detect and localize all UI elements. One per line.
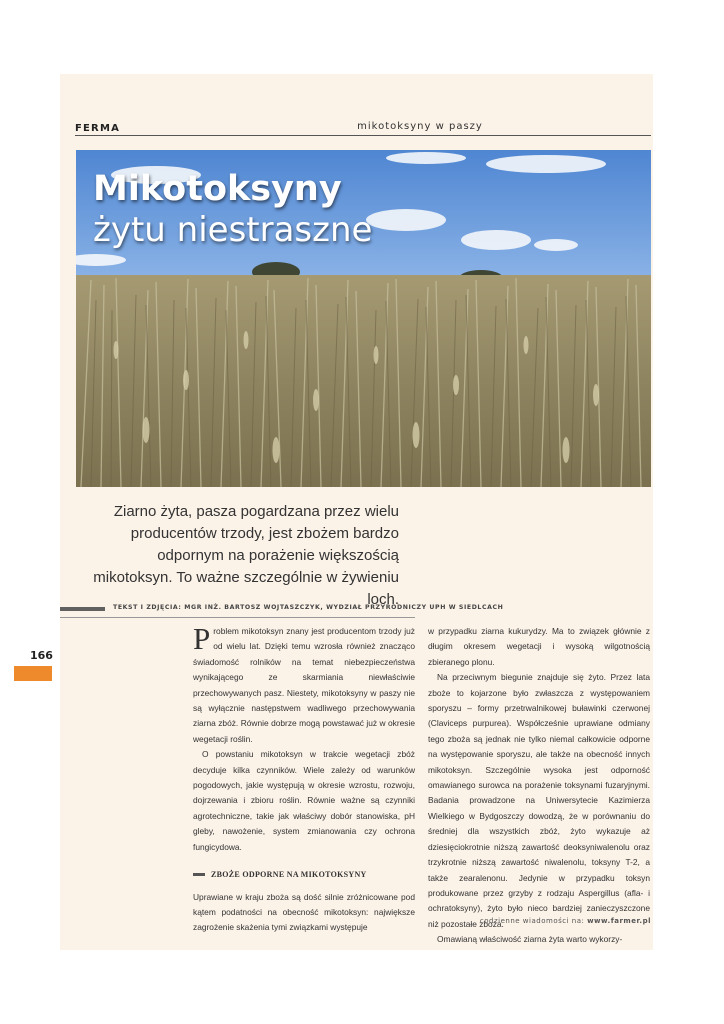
paragraph: Omawianą właściwość ziarna żyta warto wykorzy- xyxy=(437,934,623,945)
topic-label: mikotoksyny w paszy xyxy=(357,121,483,132)
drop-cap: P xyxy=(193,621,211,656)
paragraph: Na przeciwnym biegunie znajduje się żyto. Przez lata zboże to kojarzone było zwłaszcza z występowaniem sporyszu – formy przetrwalnikowej buławinki czerwonej (Claviceps purpurea). Współcześnie uprawiane odmiany tego zboża są jednak nie tylko niemal całkowicie odporne na występowanie sporyszu, ale także na obecność innych mikotoksyn. Szczególnie wysoka jest odporność omawianego surowca na porażenie toksynami fuzaryjnymi. Badania prowadzone na Uniwersytecie Kazimierza Wielkiego w Bydgoszczy dowodzą, że w porównaniu do średniej dla wszystkich zbóż, żyto wykazuje aż dziesięciokrotnie niższą zawartość deoksyniwalenolu oraz trzykrotnie niższą zawartość niwalenolu, toksyny T-2, a także zearalenonu. Jedynie w przypadku toksyn produkowane przez grzyby z rodzaju Aspergillus (afla- i ochratoksyny), żyto było nieco bardziej zanieczyszczone niż pozostałe zboża. xyxy=(428,672,650,929)
footer xyxy=(430,917,651,925)
lead-paragraph: Ziarno żyta, pasza pogardzana przez wielu producentów trzody, jest zbożem bardzo odpornym na porażenie większością mikotoksyn. To ważne szczególnie w żywieniu loch. xyxy=(93,503,399,608)
title-line-1: Mikotoksyny xyxy=(93,169,342,209)
credit-bar xyxy=(60,607,105,611)
page-number: 166 xyxy=(30,649,53,662)
subheading xyxy=(193,867,415,882)
paragraph: O powstaniu mikotoksyn w trakcie wegetacji zbóż decyduje kilka czynników. Wiele zależy od warunków pogodowych, jakie występują w okresie wzrostu, rozwoju, dojrzewania i zbioru roślin. Równie ważne są czynniki agrotechniczne, takie jak właściwy dobór stanowiska, pH gleby, nawożenie, system zmianowania czy ochrona fungicydowa. xyxy=(193,749,415,852)
credit-line: TEKST I ZDJĘCIA: MGR INŻ. BARTOSZ WOJTASZCZYK, WYDZIAŁ PRZYRODNICZY UPH W SIEDLCACH xyxy=(113,604,504,611)
paragraph: w przypadku ziarna kukurydzy. Ma to związek głównie z długim okresem wegetacji i wysoką wilgotnością zbieranego plonu. xyxy=(428,626,650,667)
header-rule xyxy=(75,135,651,136)
paragraph: Uprawiane w kraju zboża są dość silnie zróżnicowane pod kątem podatności na obecność mikotoksyn: największe zagrożenie skażenia tymi związkami występuje xyxy=(193,891,415,933)
paragraph-text: roblem mikotoksyn znany jest producentom trzody już od wielu lat. Dzięki temu wzrosła również znacząco świadomość rolników na temat niebezpieczeństwa wynikającego ze skarmiania niewłaściwie przechowywanych pasz. Niestety, mikotoksyny w paszy nie są wyłącznie następstwem wadliwego przechowywania ziarna zbóż. Równie dobrze mogą powstawać już w okresie wegetacji roślin. xyxy=(193,626,415,744)
credit-rule xyxy=(60,617,415,618)
paragraph xyxy=(193,621,415,747)
page-tab-marker xyxy=(14,666,52,681)
title-line-2: żytu niestraszne xyxy=(93,210,373,250)
section-label: FERMA xyxy=(75,123,121,134)
subheading-bar xyxy=(193,873,205,876)
footer-site-link[interactable]: www.farmer.pl xyxy=(587,917,651,925)
article-title xyxy=(93,168,372,251)
footer-prefix: codzienne wiadomości na: xyxy=(479,917,585,925)
column-1 xyxy=(193,621,415,936)
column-2 xyxy=(428,624,650,948)
subheading-text: ZBOŻE ODPORNE NA MIKOTOKSYNY xyxy=(211,870,367,880)
